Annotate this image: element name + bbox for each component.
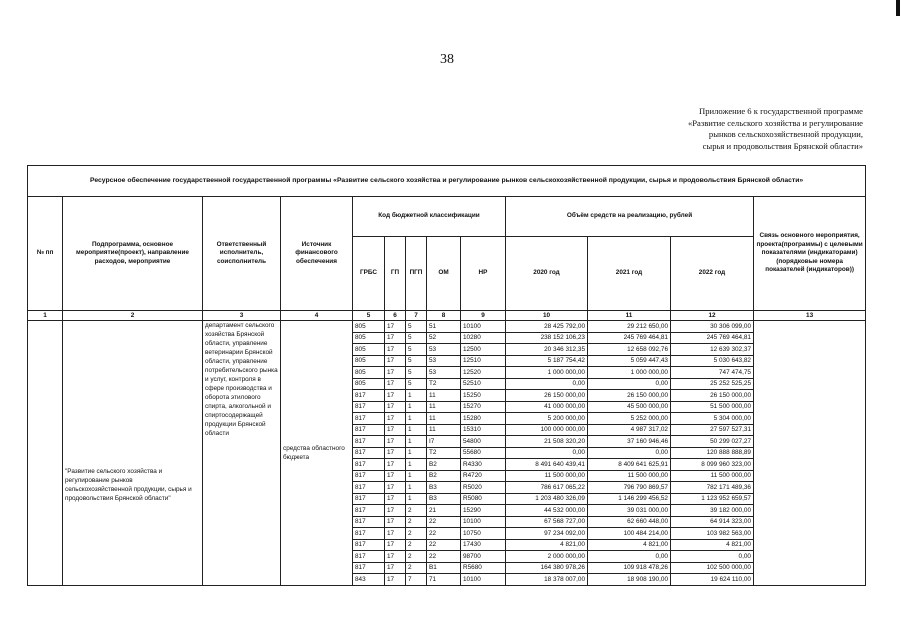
header-link: Связь основного мероприятия, проекта(программы) с целевыми показателями (индикаторами) (порядковые номера показателей (индикаторов))	[754, 197, 866, 311]
appendix-line: сырья и продовольствия Брянской области»	[702, 140, 863, 151]
pgp-cell: 1	[406, 447, 427, 459]
grbs-cell: 817	[353, 539, 385, 551]
om-cell: 22	[427, 516, 461, 528]
column-number: 1	[28, 311, 63, 321]
amount-2021-cell: 796 790 869,57	[588, 482, 671, 494]
column-number: 12	[671, 311, 754, 321]
amount-2022-cell: 1 123 952 659,57	[671, 493, 754, 505]
amount-2022-cell: 25 252 525,25	[671, 378, 754, 390]
header-gp: ГП	[385, 237, 406, 311]
column-number-row	[28, 311, 866, 321]
amount-2021-cell: 37 160 946,46	[588, 436, 671, 448]
grbs-cell: 817	[353, 516, 385, 528]
header-grbs: ГРБС	[353, 237, 385, 311]
om-cell: B2	[427, 470, 461, 482]
amount-2020-cell: 28 425 792,00	[506, 321, 588, 333]
column-number: 13	[754, 311, 866, 321]
om-cell: 22	[427, 539, 461, 551]
amount-2020-cell: 21 508 320,20	[506, 436, 588, 448]
grbs-cell: 805	[353, 378, 385, 390]
pgp-cell: 1	[406, 493, 427, 505]
gp-cell: 17	[385, 447, 406, 459]
amount-2020-cell: 5 200 000,00	[506, 413, 588, 425]
header-year-2022: 2022 год	[671, 237, 754, 311]
grbs-cell: 843	[353, 574, 385, 586]
gp-cell: 17	[385, 436, 406, 448]
header-year-2021: 2021 год	[588, 237, 671, 311]
amount-2022-cell: 12 639 302,37	[671, 344, 754, 356]
gp-cell: 17	[385, 493, 406, 505]
column-number: 7	[406, 311, 427, 321]
nr-cell: 10280	[461, 332, 506, 344]
om-cell: B3	[427, 493, 461, 505]
pgp-cell: 2	[406, 562, 427, 574]
amount-2022-cell: 51 500 000,00	[671, 401, 754, 413]
grbs-cell: 805	[353, 344, 385, 356]
amount-2022-cell: 8 099 960 323,00	[671, 459, 754, 471]
gp-cell: 17	[385, 378, 406, 390]
om-cell: 53	[427, 344, 461, 356]
gp-cell: 17	[385, 355, 406, 367]
header-om: ОМ	[427, 237, 461, 311]
pgp-cell: 7	[406, 574, 427, 586]
header-source: Источник финансового обеспечения	[281, 197, 353, 311]
scan-edge-mark	[896, 0, 900, 16]
amount-2020-cell: 44 532 000,00	[506, 505, 588, 517]
header-subprogram: Подпрограмма, основное мероприятие(проект), направление расходов, мероприятие	[63, 197, 203, 311]
om-cell: 11	[427, 424, 461, 436]
gp-cell: 17	[385, 516, 406, 528]
pgp-cell: 5	[406, 332, 427, 344]
amount-2020-cell: 0,00	[506, 378, 588, 390]
nr-cell: 10100	[461, 321, 506, 333]
grbs-cell: 805	[353, 367, 385, 379]
grbs-cell: 817	[353, 562, 385, 574]
nr-cell: 12520	[461, 367, 506, 379]
pgp-cell: 1	[406, 470, 427, 482]
grbs-cell: 817	[353, 424, 385, 436]
gp-cell: 17	[385, 332, 406, 344]
amount-2022-cell: 27 597 527,31	[671, 424, 754, 436]
nr-cell: 98700	[461, 551, 506, 563]
amount-2021-cell: 0,00	[588, 447, 671, 459]
gp-cell: 17	[385, 562, 406, 574]
amount-2022-cell: 64 914 323,00	[671, 516, 754, 528]
amount-2022-cell: 26 150 000,00	[671, 390, 754, 402]
amount-2022-cell: 120 888 888,89	[671, 447, 754, 459]
pgp-cell: 5	[406, 378, 427, 390]
appendix-line: Приложение 6 к государственной программе	[699, 106, 863, 116]
gp-cell: 17	[385, 367, 406, 379]
amount-2021-cell: 0,00	[588, 378, 671, 390]
grbs-cell: 817	[353, 505, 385, 517]
nr-cell: 15290	[461, 505, 506, 517]
indicator-link-cell	[754, 321, 866, 586]
pgp-cell: 1	[406, 390, 427, 402]
column-number: 2	[63, 311, 203, 321]
header-funds-group: Объём средств на реализацию, рублей	[506, 197, 754, 237]
pgp-cell: 2	[406, 551, 427, 563]
amount-2022-cell: 782 171 489,36	[671, 482, 754, 494]
amount-2020-cell: 4 821,00	[506, 539, 588, 551]
column-number: 8	[427, 311, 461, 321]
row-number-cell	[28, 321, 63, 586]
program-name-cell: "Развитие сельского хозяйства и регулирование рынков сельскохозяйственной продукции, сырья и продовольствия Брянской области"	[63, 321, 203, 586]
gp-cell: 17	[385, 424, 406, 436]
nr-cell: 55680	[461, 447, 506, 459]
pgp-cell: 5	[406, 367, 427, 379]
amount-2020-cell: 26 150 000,00	[506, 390, 588, 402]
nr-cell: 54800	[461, 436, 506, 448]
amount-2020-cell: 786 617 065,22	[506, 482, 588, 494]
amount-2020-cell: 67 568 727,00	[506, 516, 588, 528]
amount-2022-cell: 50 299 027,27	[671, 436, 754, 448]
column-number: 10	[506, 311, 588, 321]
header-pgp: ПГП	[406, 237, 427, 311]
column-number: 11	[588, 311, 671, 321]
amount-2020-cell: 18 378 007,00	[506, 574, 588, 586]
pgp-cell: 1	[406, 482, 427, 494]
grbs-cell: 817	[353, 482, 385, 494]
amount-2020-cell: 2 000 000,00	[506, 551, 588, 563]
page-number: 38	[440, 52, 454, 67]
amount-2021-cell: 1 000 000,00	[588, 367, 671, 379]
gp-cell: 17	[385, 321, 406, 333]
gp-cell: 17	[385, 574, 406, 586]
pgp-cell: 1	[406, 424, 427, 436]
om-cell: 22	[427, 528, 461, 540]
table-row	[28, 321, 866, 333]
amount-2022-cell: 103 982 563,00	[671, 528, 754, 540]
gp-cell: 17	[385, 528, 406, 540]
amount-2021-cell: 39 031 000,00	[588, 505, 671, 517]
om-cell: B3	[427, 482, 461, 494]
source-cell: средства областного бюджета	[281, 321, 353, 586]
amount-2020-cell: 0,00	[506, 447, 588, 459]
gp-cell: 17	[385, 344, 406, 356]
amount-2022-cell: 11 500 000,00	[671, 470, 754, 482]
nr-cell: 15310	[461, 424, 506, 436]
resource-table	[27, 165, 866, 586]
om-cell: 21	[427, 505, 461, 517]
pgp-cell: 5	[406, 355, 427, 367]
amount-2020-cell: 5 187 754,42	[506, 355, 588, 367]
amount-2021-cell: 4 987 317,02	[588, 424, 671, 436]
nr-cell: R5020	[461, 482, 506, 494]
table-title: Ресурсное обеспечение государственной государственной программы «Развитие сельского хозяйства и регулирование рынков сельскохозяйственной продукции, сырья и продовольствия Брянской области»	[28, 166, 866, 197]
grbs-cell: 817	[353, 459, 385, 471]
nr-cell: 52510	[461, 378, 506, 390]
nr-cell: 17430	[461, 539, 506, 551]
nr-cell: 15250	[461, 390, 506, 402]
gp-cell: 17	[385, 401, 406, 413]
om-cell: B1	[427, 562, 461, 574]
grbs-cell: 817	[353, 436, 385, 448]
amount-2021-cell: 45 500 000,00	[588, 401, 671, 413]
amount-2020-cell: 8 491 640 439,41	[506, 459, 588, 471]
nr-cell: 12500	[461, 344, 506, 356]
grbs-cell: 817	[353, 493, 385, 505]
amount-2021-cell: 245 769 464,81	[588, 332, 671, 344]
pgp-cell: 2	[406, 516, 427, 528]
amount-2020-cell: 1 000 000,00	[506, 367, 588, 379]
nr-cell: 10100	[461, 516, 506, 528]
amount-2022-cell: 30 306 099,00	[671, 321, 754, 333]
pgp-cell: 1	[406, 413, 427, 425]
grbs-cell: 805	[353, 332, 385, 344]
amount-2021-cell: 8 409 641 625,91	[588, 459, 671, 471]
om-cell: 22	[427, 551, 461, 563]
amount-2021-cell: 26 150 000,00	[588, 390, 671, 402]
header-num: № пп	[28, 197, 63, 311]
amount-2021-cell: 29 212 650,00	[588, 321, 671, 333]
amount-2022-cell: 747 474,75	[671, 367, 754, 379]
nr-cell: 10750	[461, 528, 506, 540]
appendix-line: рынков сельскохозяйственной продукции,	[708, 129, 863, 140]
gp-cell: 17	[385, 539, 406, 551]
amount-2021-cell: 5 059 447,43	[588, 355, 671, 367]
grbs-cell: 817	[353, 447, 385, 459]
column-number: 4	[281, 311, 353, 321]
om-cell: 11	[427, 390, 461, 402]
amount-2021-cell: 62 660 448,00	[588, 516, 671, 528]
om-cell: 53	[427, 355, 461, 367]
amount-2022-cell: 245 769 464,81	[671, 332, 754, 344]
nr-cell: R5080	[461, 493, 506, 505]
column-number: 3	[203, 311, 281, 321]
nr-cell: R5680	[461, 562, 506, 574]
amount-2021-cell: 12 658 092,76	[588, 344, 671, 356]
grbs-cell: 817	[353, 413, 385, 425]
amount-2022-cell: 5 304 000,00	[671, 413, 754, 425]
amount-2022-cell: 0,00	[671, 551, 754, 563]
om-cell: 11	[427, 413, 461, 425]
amount-2021-cell: 100 484 214,00	[588, 528, 671, 540]
amount-2021-cell: 5 252 000,00	[588, 413, 671, 425]
pgp-cell: 1	[406, 459, 427, 471]
gp-cell: 17	[385, 413, 406, 425]
executor-cell: департамент сельского хозяйства Брянской области, управление ветеринарии Брянской области, управление потребительского рынка и услуг, контроля в сфере производства и оборота этилового спирта, алкогольной и спиртосодержащей продукции Брянской области	[203, 321, 281, 586]
grbs-cell: 817	[353, 470, 385, 482]
amount-2021-cell: 4 821,00	[588, 539, 671, 551]
header-code-group: Код бюджетной классификации	[353, 197, 506, 237]
column-number: 9	[461, 311, 506, 321]
om-cell: 51	[427, 321, 461, 333]
om-cell: I7	[427, 436, 461, 448]
pgp-cell: 2	[406, 528, 427, 540]
header-executor: Ответственный исполнитель, соисполнитель	[203, 197, 281, 311]
nr-cell: 12510	[461, 355, 506, 367]
appendix-note	[533, 106, 863, 152]
amount-2022-cell: 5 030 643,82	[671, 355, 754, 367]
gp-cell: 17	[385, 470, 406, 482]
grbs-cell: 817	[353, 528, 385, 540]
gp-cell: 17	[385, 482, 406, 494]
amount-2021-cell: 0,00	[588, 551, 671, 563]
nr-cell: 15270	[461, 401, 506, 413]
grbs-cell: 805	[353, 321, 385, 333]
appendix-line: «Развитие сельского хозяйства и регулирование	[687, 117, 863, 128]
amount-2022-cell: 19 624 110,00	[671, 574, 754, 586]
column-number: 6	[385, 311, 406, 321]
amount-2022-cell: 39 182 000,00	[671, 505, 754, 517]
om-cell: 71	[427, 574, 461, 586]
amount-2021-cell: 1 146 299 456,52	[588, 493, 671, 505]
amount-2020-cell: 41 000 000,00	[506, 401, 588, 413]
header-nr: НР	[461, 237, 506, 311]
pgp-cell: 1	[406, 436, 427, 448]
gp-cell: 17	[385, 390, 406, 402]
pgp-cell: 2	[406, 505, 427, 517]
nr-cell: R4330	[461, 459, 506, 471]
pgp-cell: 5	[406, 321, 427, 333]
om-cell: 53	[427, 367, 461, 379]
amount-2020-cell: 164 380 978,26	[506, 562, 588, 574]
pgp-cell: 5	[406, 344, 427, 356]
nr-cell: 10100	[461, 574, 506, 586]
nr-cell: R4720	[461, 470, 506, 482]
amount-2022-cell: 102 500 000,00	[671, 562, 754, 574]
om-cell: 11	[427, 401, 461, 413]
om-cell: B2	[427, 459, 461, 471]
amount-2022-cell: 4 821,00	[671, 539, 754, 551]
amount-2021-cell: 11 500 000,00	[588, 470, 671, 482]
pgp-cell: 2	[406, 539, 427, 551]
header-year-2020: 2020 год	[506, 237, 588, 311]
om-cell: T2	[427, 447, 461, 459]
grbs-cell: 817	[353, 401, 385, 413]
gp-cell: 17	[385, 459, 406, 471]
column-number: 5	[353, 311, 385, 321]
om-cell: T2	[427, 378, 461, 390]
grbs-cell: 817	[353, 551, 385, 563]
pgp-cell: 1	[406, 401, 427, 413]
nr-cell: 15280	[461, 413, 506, 425]
om-cell: 52	[427, 332, 461, 344]
amount-2020-cell: 97 234 092,00	[506, 528, 588, 540]
gp-cell: 17	[385, 551, 406, 563]
grbs-cell: 817	[353, 390, 385, 402]
amount-2020-cell: 11 500 000,00	[506, 470, 588, 482]
amount-2021-cell: 18 908 190,00	[588, 574, 671, 586]
gp-cell: 17	[385, 505, 406, 517]
amount-2020-cell: 20 346 312,35	[506, 344, 588, 356]
amount-2020-cell: 238 152 106,23	[506, 332, 588, 344]
amount-2020-cell: 100 000 000,00	[506, 424, 588, 436]
amount-2021-cell: 109 918 478,26	[588, 562, 671, 574]
amount-2020-cell: 1 203 480 326,09	[506, 493, 588, 505]
grbs-cell: 805	[353, 355, 385, 367]
